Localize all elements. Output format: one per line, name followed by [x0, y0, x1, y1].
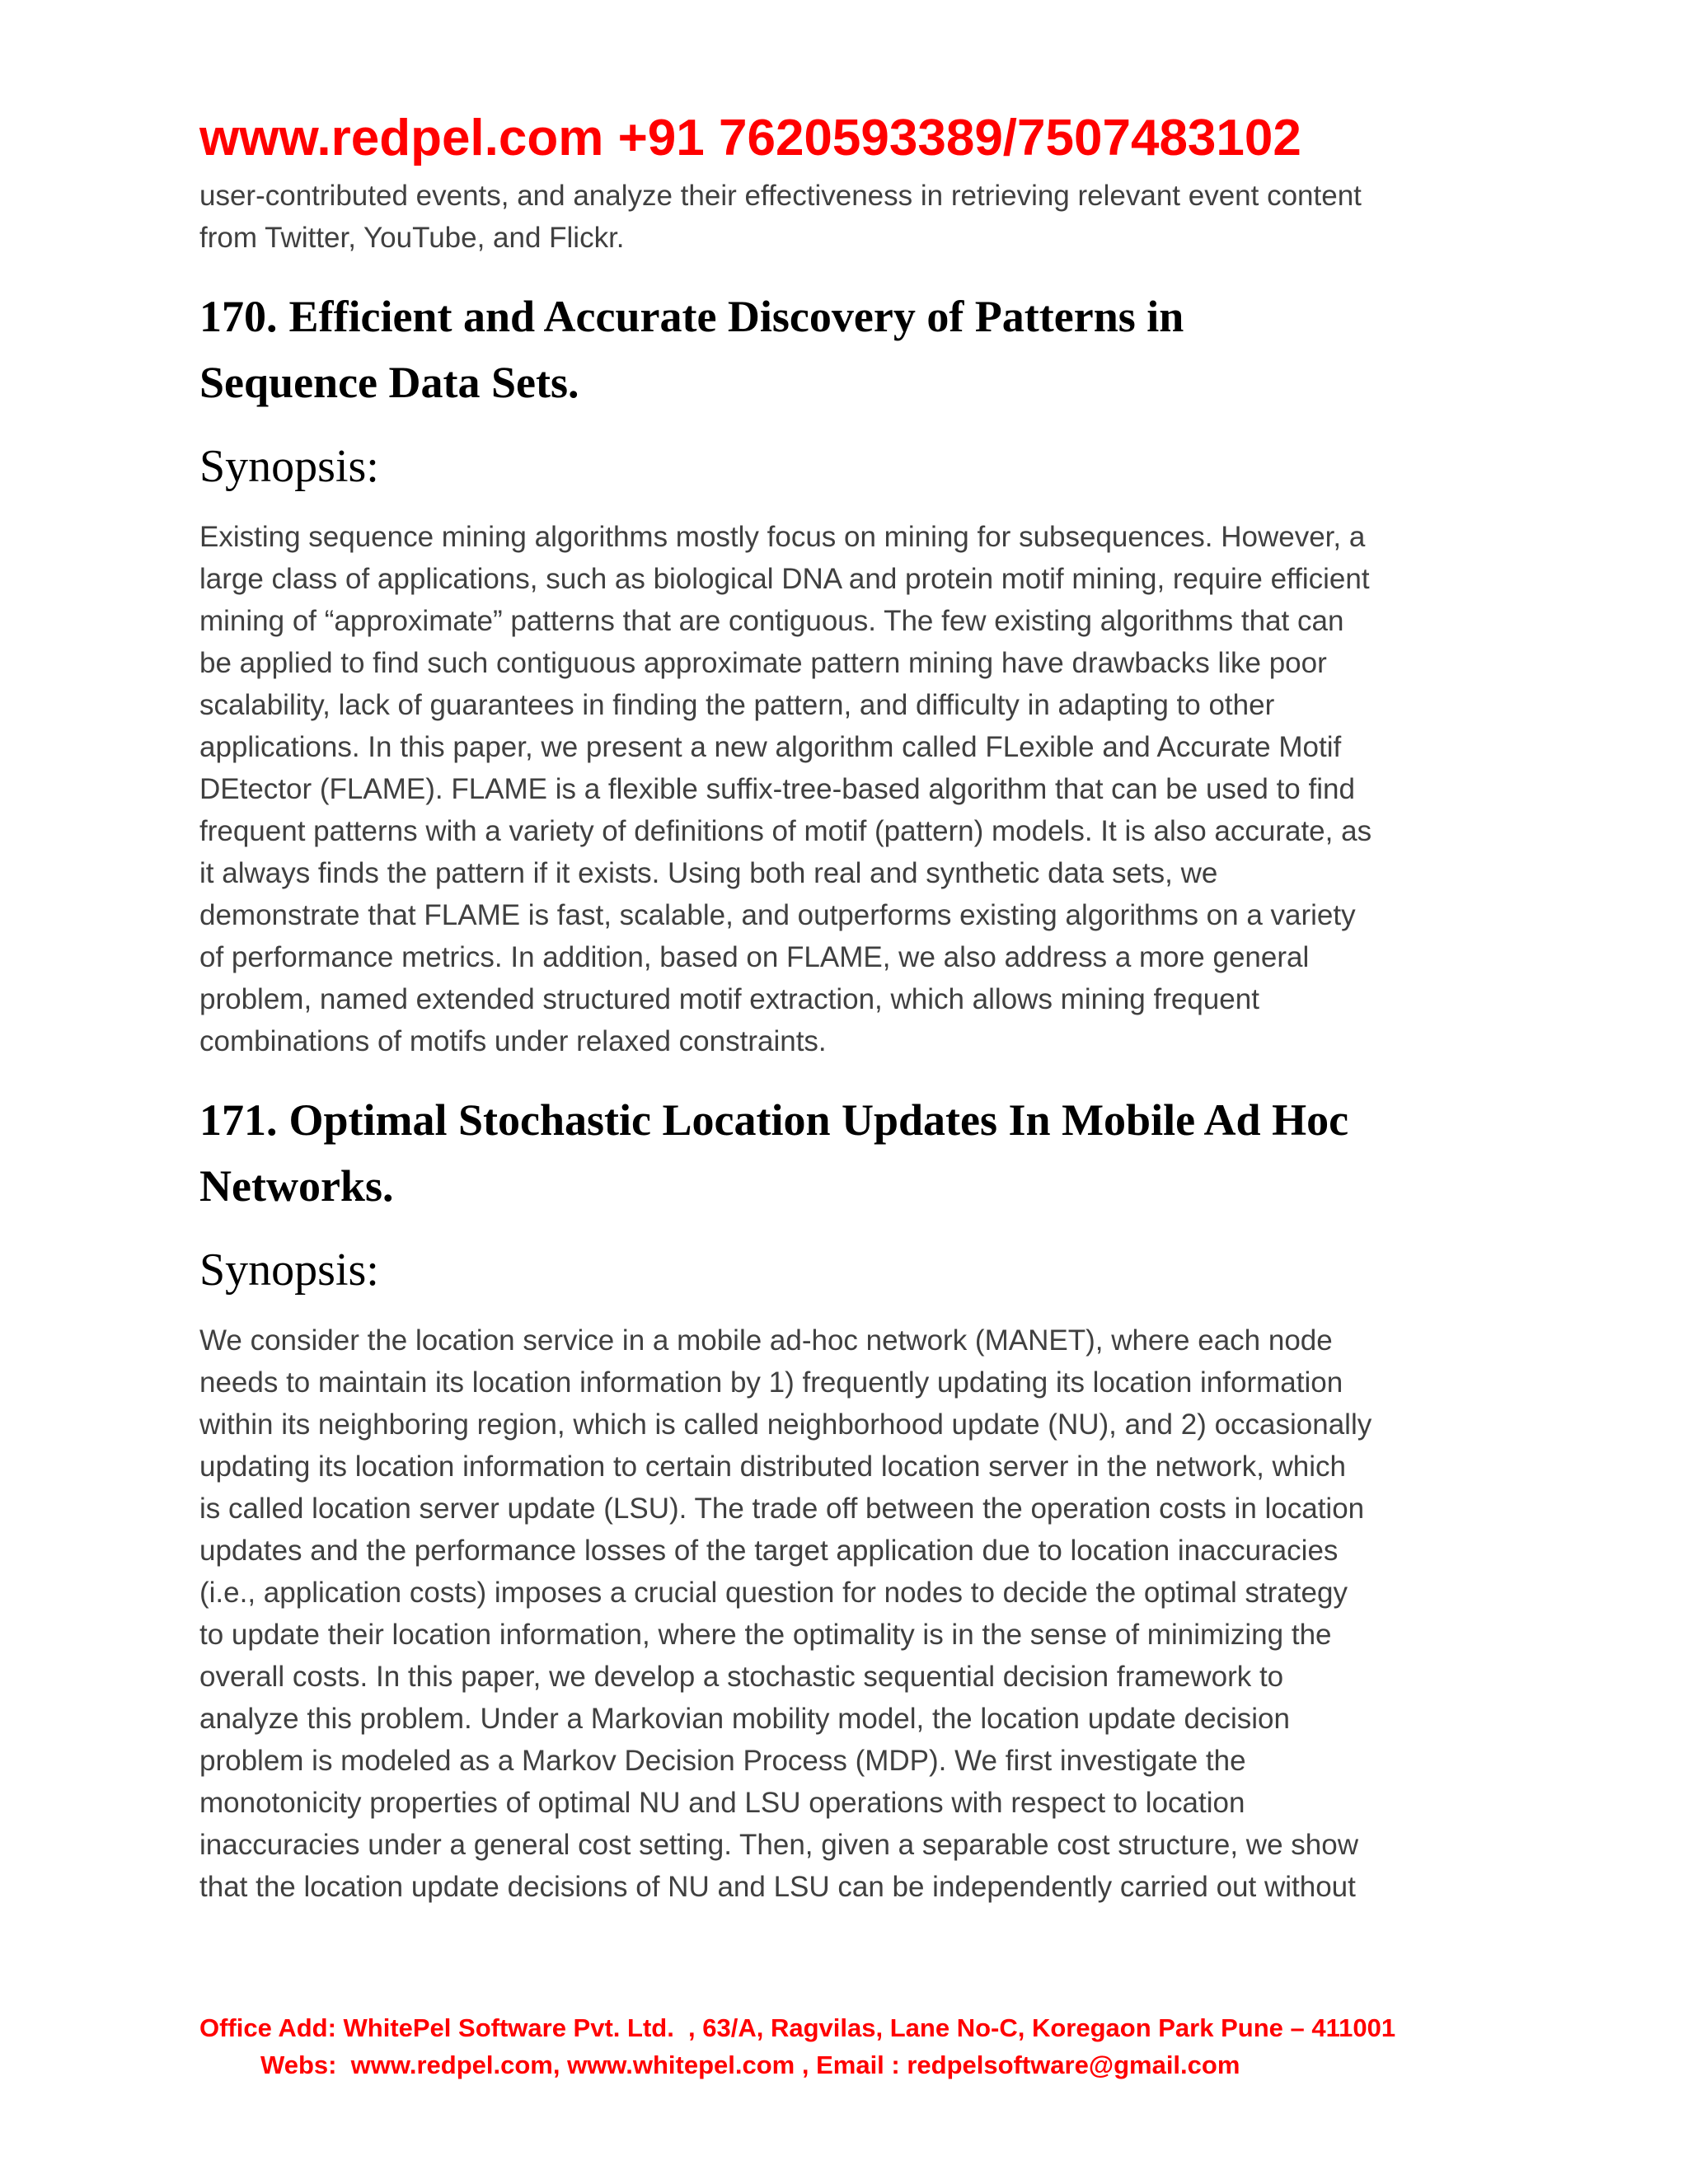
- text-line: applications. In this paper, we present a new algorithm called FLexible and Accurate Motif: [199, 731, 1342, 763]
- text-line: user-contributed events, and analyze their effectiveness in retrieving relevant event content: [199, 180, 1362, 212]
- text-line: that the location update decisions of NU and LSU can be independently carried out without: [199, 1871, 1356, 1903]
- text-line: be applied to find such contiguous approximate pattern mining have drawbacks like poor: [199, 647, 1327, 679]
- text-line: to update their location information, where the optimality is in the sense of minimizing the: [199, 1619, 1332, 1651]
- section-number: 170.: [199, 292, 278, 341]
- text-line: large class of applications, such as biological DNA and protein motif mining, require efficient: [199, 563, 1370, 595]
- text-line: it always finds the pattern if it exists. Using both real and synthetic data sets, we: [199, 857, 1218, 889]
- text-line: within its neighboring region, which is called neighborhood update (NU), and 2) occasionally: [199, 1408, 1372, 1441]
- text-line: problem is modeled as a Markov Decision Process (MDP). We first investigate the: [199, 1745, 1246, 1777]
- text-line: Existing sequence mining algorithms mostly focus on mining for subsequences. However, a: [199, 521, 1366, 553]
- text-line: updates and the performance losses of the target application due to location inaccuracies: [199, 1535, 1339, 1567]
- text-line: frequent patterns with a variety of definitions of motif (pattern) models. It is also accurate, as: [199, 815, 1372, 847]
- text-line: from Twitter, YouTube, and Flickr.: [199, 222, 625, 254]
- text-line: DEtector (FLAME). FLAME is a flexible suffix-tree-based algorithm that can be used to find: [199, 773, 1355, 805]
- synopsis-paragraph: [199, 1319, 1502, 1908]
- title-text: Optimal Stochastic Location Updates In Mobile Ad Hoc: [288, 1095, 1349, 1145]
- text-line: overall costs. In this paper, we develop a stochastic sequential decision framework to: [199, 1661, 1284, 1693]
- text-line: inaccuracies under a general cost setting. Then, given a separable cost structure, we show: [199, 1829, 1358, 1861]
- title-line-1: [199, 1087, 1502, 1153]
- text-line: demonstrate that FLAME is fast, scalable, and outperforms existing algorithms on a variety: [199, 899, 1356, 931]
- text-line: is called location server update (LSU). The trade off between the operation costs in location: [199, 1493, 1365, 1525]
- text-line: mining of “approximate” patterns that are contiguous. The few existing algorithms that can: [199, 605, 1344, 637]
- title-line-1: [199, 284, 1502, 349]
- footer-web-email: Webs: www.redpel.com, www.whitepel.com , Email : redpelsoftware@gmail.com: [260, 2050, 1240, 2079]
- section-number: 171.: [199, 1095, 278, 1145]
- synopsis-paragraph: [199, 516, 1502, 1062]
- text-line: We consider the location service in a mobile ad-hoc network (MANET), where each node: [199, 1324, 1333, 1357]
- section-title: [199, 284, 1502, 415]
- title-line-2: Sequence Data Sets.: [199, 358, 579, 407]
- text-line: analyze this problem. Under a Markovian mobility model, the location update decision: [199, 1703, 1290, 1735]
- text-line: (i.e., application costs) imposes a crucial question for nodes to decide the optimal strategy: [199, 1577, 1348, 1609]
- section-170: [199, 284, 1502, 1062]
- synopsis-heading: Synopsis:: [199, 1244, 379, 1296]
- text-line: combinations of motifs under relaxed constraints.: [199, 1025, 827, 1057]
- text-line: monotonicity properties of optimal NU and LSU operations with respect to location: [199, 1787, 1245, 1819]
- synopsis-heading: Synopsis:: [199, 441, 379, 492]
- text-line: updating its location information to certain distributed location server in the network, which: [199, 1451, 1347, 1483]
- footer-office-address: Office Add: WhitePel Software Pvt. Ltd. , 63/A, Ragvilas, Lane No-C, Koregaon Park Pune – 411001: [199, 2013, 1396, 2042]
- intro-paragraph: [199, 175, 1502, 259]
- page-content: [199, 105, 1502, 1908]
- section-title: [199, 1087, 1502, 1219]
- section-171: [199, 1087, 1502, 1908]
- contact-header: www.redpel.com +91 7620593389/7507483102: [199, 110, 1301, 166]
- text-line: needs to maintain its location information by 1) frequently updating its location information: [199, 1366, 1343, 1399]
- text-line: of performance metrics. In addition, based on FLAME, we also address a more general: [199, 941, 1310, 973]
- text-line: scalability, lack of guarantees in finding the pattern, and difficulty in adapting to other: [199, 689, 1275, 721]
- text-line: problem, named extended structured motif extraction, which allows mining frequent: [199, 983, 1259, 1015]
- title-line-2: Networks.: [199, 1161, 394, 1211]
- title-text: Efficient and Accurate Discovery of Patterns in: [288, 292, 1184, 341]
